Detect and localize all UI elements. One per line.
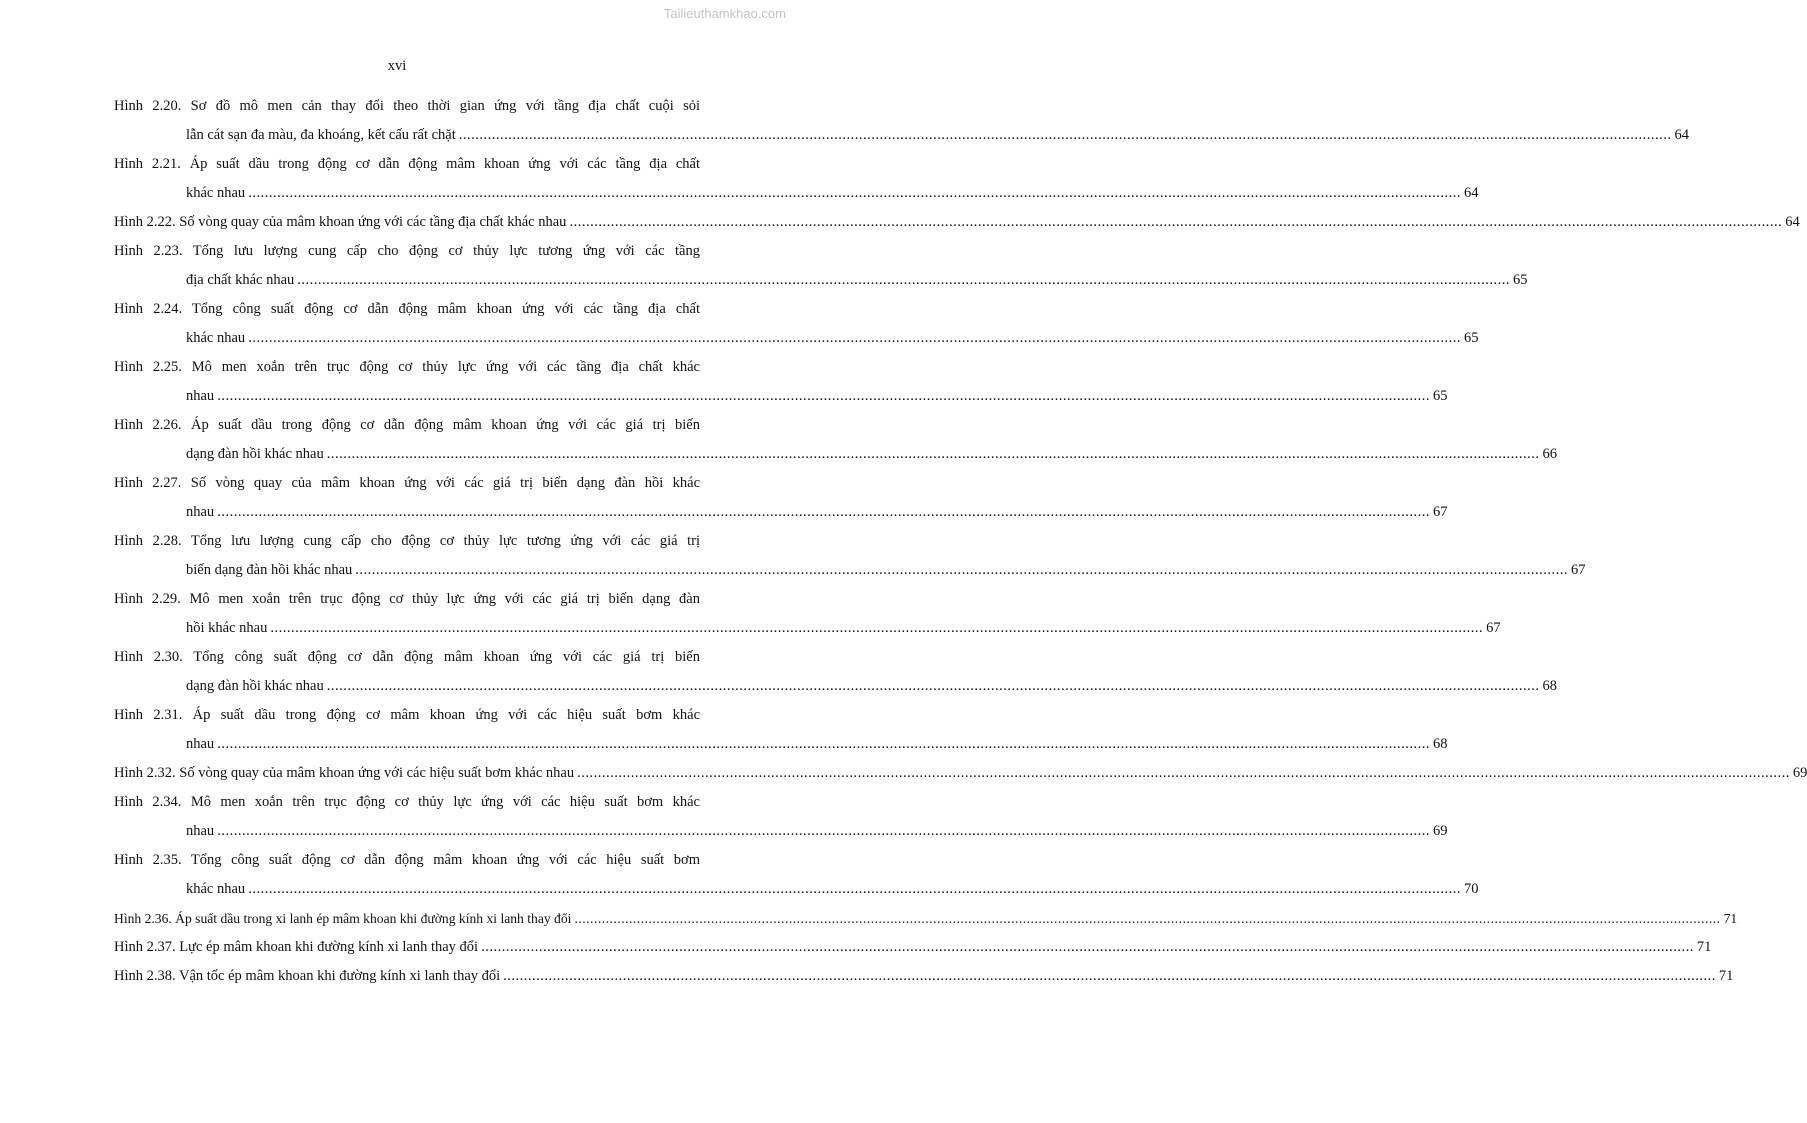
toc-entry: [114, 295, 1479, 353]
dot-leader: ......................................................................................................................................................................................................................................................................................................: [217, 504, 1430, 520]
toc-entry: [114, 788, 1448, 846]
entry-title: Hình 2.28. Tổng lưu lượng cung cấp cho động cơ thủy lực tương ứng với các giá trị: [114, 533, 700, 549]
entry-title: [114, 904, 1738, 933]
entry-page-number: 64: [1463, 185, 1479, 201]
entry-continuation-text: dạng đàn hồi khác nhau: [186, 678, 324, 694]
entry-continuation: [114, 498, 1448, 527]
entry-continuation: [114, 121, 1689, 150]
entry-title: Hình 2.35. Tổng công suất động cơ dẫn động mâm khoan ứng với các hiệu suất bơm: [114, 852, 700, 868]
entry-continuation-text: nhau: [186, 504, 215, 520]
figure-list: [114, 92, 1807, 991]
toc-entry: [114, 759, 1807, 788]
entry-continuation-text: khác nhau: [186, 330, 246, 346]
entry-page-number: 64: [1785, 214, 1800, 230]
entry-title-text: Hình 2.22. Số vòng quay của mâm khoan ứng với các tầng địa chất khác nhau: [114, 214, 567, 230]
entry-title: Hình 2.27. Số vòng quay của mâm khoan ứng với các giá trị biến dạng đàn hồi khác: [114, 475, 700, 491]
entry-title: Hình 2.20. Sơ đồ mô men cản thay đổi theo thời gian ứng với tầng địa chất cuội sỏi: [114, 98, 700, 114]
entry-title-text: Hình 2.38. Vận tốc ép mâm khoan khi đường kính xi lanh thay đổi: [114, 968, 501, 984]
entry-continuation: [114, 556, 1586, 585]
dot-leader: ......................................................................................................................................................................................................................................................................................................: [326, 446, 1540, 462]
entry-continuation-text: nhau: [186, 388, 215, 404]
dot-leader: ......................................................................................................................................................................................................................................................................................................: [577, 765, 1790, 781]
dot-leader: ......................................................................................................................................................................................................................................................................................................: [458, 127, 1672, 143]
toc-entry: [114, 904, 1738, 933]
dot-leader: ......................................................................................................................................................................................................................................................................................................: [270, 620, 1484, 636]
entry-title: Hình 2.34. Mô men xoắn trên trục động cơ thủy lực ứng với các hiệu suất bơm khác: [114, 794, 700, 810]
entry-continuation-text: nhau: [186, 823, 215, 839]
entry-continuation-text: dạng đàn hồi khác nhau: [186, 446, 324, 462]
entry-continuation-text: nhau: [186, 736, 215, 752]
dot-leader: ......................................................................................................................................................................................................................................................................................................: [297, 272, 1511, 288]
entry-page-number: 71: [1696, 939, 1712, 955]
entry-title: Hình 2.29. Mô men xoắn trên trục động cơ thủy lực ứng với các giá trị biến dạng đàn: [114, 591, 700, 607]
entry-page-number: 69: [1432, 823, 1448, 839]
entry-continuation-text: hồi khác nhau: [186, 620, 268, 636]
toc-entry: [114, 92, 1689, 150]
entry-continuation: [114, 440, 1557, 469]
entry-title: [114, 962, 1734, 991]
toc-entry: [114, 846, 1479, 904]
entry-continuation-text: lẫn cát sạn đa màu, đa khoáng, kết cấu rất chặt: [186, 127, 456, 143]
dot-leader: ......................................................................................................................................................................................................................................................................................................: [355, 562, 1569, 578]
dot-leader: ......................................................................................................................................................................................................................................................................................................: [574, 911, 1721, 926]
dot-leader: ......................................................................................................................................................................................................................................................................................................: [503, 968, 1716, 984]
dot-leader: ......................................................................................................................................................................................................................................................................................................: [217, 736, 1430, 752]
entry-continuation: [114, 324, 1479, 353]
entry-title: Hình 2.30. Tổng công suất động cơ dẫn động mâm khoan ứng với các giá trị biến: [114, 649, 700, 665]
entry-continuation: [114, 382, 1448, 411]
toc-entry: [114, 701, 1448, 759]
entry-continuation: [114, 179, 1479, 208]
toc-entry: [114, 585, 1501, 643]
entry-continuation: [114, 875, 1479, 904]
entry-title: Hình 2.31. Áp suất dầu trong động cơ mâm khoan ứng với các hiệu suất bơm khác: [114, 707, 700, 723]
entry-page-number: 65: [1513, 272, 1528, 288]
entry-continuation: [114, 817, 1448, 846]
entry-title-text: Hình 2.36. Áp suất dầu trong xi lanh ép mâm khoan khi đường kính xi lanh thay đổi: [114, 911, 572, 926]
entry-continuation-text: biến dạng đàn hồi khác nhau: [186, 562, 353, 578]
entry-page-number: 68: [1542, 678, 1557, 694]
entry-title: Hình 2.24. Tổng công suất động cơ dẫn động mâm khoan ứng với các tầng địa chất: [114, 301, 700, 317]
toc-entry: [114, 150, 1479, 208]
entry-title-text: Hình 2.37. Lực ép mâm khoan khi đường kính xi lanh thay đổi: [114, 939, 479, 955]
entry-title: Hình 2.23. Tổng lưu lượng cung cấp cho động cơ thủy lực tương ứng với các tầng: [114, 243, 700, 259]
entry-page-number: 67: [1432, 504, 1448, 520]
entry-continuation-text: địa chất khác nhau: [186, 272, 295, 288]
entry-page-number: 71: [1723, 911, 1738, 926]
toc-entry: [114, 469, 1448, 527]
entry-continuation: [114, 614, 1501, 643]
dot-leader: ......................................................................................................................................................................................................................................................................................................: [481, 939, 1694, 955]
entry-title: [114, 208, 1800, 237]
dot-leader: ......................................................................................................................................................................................................................................................................................................: [217, 388, 1430, 404]
watermark-text: Tailieuthamkhao.com: [663, 6, 786, 21]
dot-leader: ......................................................................................................................................................................................................................................................................................................: [569, 214, 1783, 230]
entry-page-number: 68: [1432, 736, 1448, 752]
entry-page-number: 71: [1718, 968, 1734, 984]
page-number: xvi: [387, 58, 407, 74]
entry-page-number: 65: [1432, 388, 1448, 404]
entry-page-number: 67: [1571, 562, 1586, 578]
toc-entry: [114, 237, 1528, 295]
entry-page-number: 67: [1486, 620, 1501, 636]
entry-page-number: 70: [1463, 881, 1479, 897]
entry-continuation: [114, 266, 1528, 295]
entry-continuation: [114, 672, 1557, 701]
entry-page-number: 66: [1542, 446, 1557, 462]
entry-title: Hình 2.21. Áp suất dầu trong động cơ dẫn động mâm khoan ứng với các tầng địa chất: [114, 156, 700, 172]
toc-entry: [114, 208, 1800, 237]
entry-title: [114, 933, 1712, 962]
entry-title: Hình 2.26. Áp suất dầu trong động cơ dẫn động mâm khoan ứng với các giá trị biến: [114, 417, 700, 433]
entry-title-text: Hình 2.32. Số vòng quay của mâm khoan ứng với các hiệu suất bơm khác nhau: [114, 765, 575, 781]
entry-title: [114, 759, 1807, 788]
dot-leader: ......................................................................................................................................................................................................................................................................................................: [248, 881, 1461, 897]
dot-leader: ......................................................................................................................................................................................................................................................................................................: [248, 185, 1461, 201]
toc-entry: [114, 933, 1712, 962]
entry-continuation: [114, 730, 1448, 759]
entry-page-number: 64: [1674, 127, 1689, 143]
entry-page-number: 69: [1792, 765, 1807, 781]
toc-entry: [114, 353, 1448, 411]
toc-entry: [114, 643, 1557, 701]
entry-continuation-text: khác nhau: [186, 185, 246, 201]
toc-entry: [114, 527, 1586, 585]
toc-entry: [114, 411, 1557, 469]
dot-leader: ......................................................................................................................................................................................................................................................................................................: [326, 678, 1540, 694]
entry-continuation-text: khác nhau: [186, 881, 246, 897]
entry-title: Hình 2.25. Mô men xoắn trên trục động cơ thủy lực ứng với các tầng địa chất khác: [114, 359, 700, 375]
dot-leader: ......................................................................................................................................................................................................................................................................................................: [217, 823, 1430, 839]
toc-entry: [114, 962, 1734, 991]
entry-page-number: 65: [1463, 330, 1479, 346]
dot-leader: ......................................................................................................................................................................................................................................................................................................: [248, 330, 1461, 346]
